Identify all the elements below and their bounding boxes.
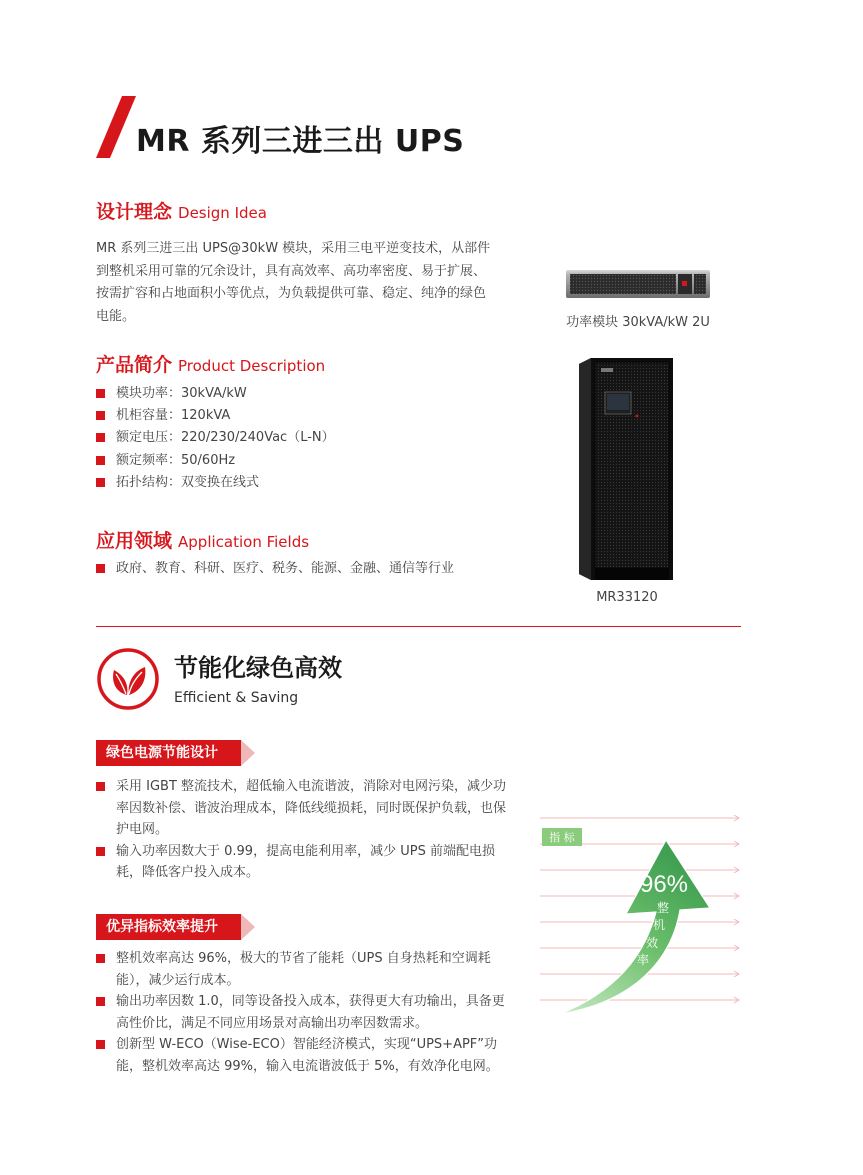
design-idea-paragraph: MR 系列三进三出 UPS@30kW 模块，采用三电平逆变技术，从部件到整机采用可靠的冗余设计，具有高效率、高功率密度、易于扩展、按需扩容和占地面积小等优点，为负载提供可靠、稳定、纯净的绿色电能。: [96, 241, 491, 324]
spec-item: 模块功率：30kVA/kW: [96, 383, 335, 405]
title-slash-decoration: [96, 96, 136, 158]
efficiency-title-en: Efficient & Saving: [174, 690, 299, 706]
indicator-caption-char: 整: [656, 901, 670, 915]
green-design-tag: [96, 740, 241, 766]
efficiency-title-cn: 节能化绿色高效: [174, 654, 342, 682]
list-item: 采用 IGBT 整流技术，超低输入电流谐波，消除对电网污染，减少功率因数补偿、谐波治理成本，降低线缆损耗，同时既保护负载，也保护电网。: [96, 776, 508, 841]
spec-item: 额定电压：220/230/240Vac（L-N）: [96, 427, 335, 449]
square-bullet-icon: [96, 997, 105, 1006]
square-bullet-icon: [96, 847, 105, 856]
indicator-value: 96%: [639, 871, 689, 898]
efficiency-indicator-graphic: [532, 808, 744, 1018]
square-bullet-icon: [96, 433, 105, 442]
square-bullet-icon: [96, 1040, 105, 1049]
list-item: 整机效率高达 96%，极大的节省了能耗（UPS 自身热耗和空调耗能），减少运行成本。: [96, 948, 508, 991]
cabinet-caption: MR33120: [596, 590, 658, 605]
indicator-caption-char: 机: [652, 918, 666, 932]
list-item: 输入功率因数大于 0.99，提高电能利用率，减少 UPS 前端配电损耗，降低客户投入成本。: [96, 841, 508, 884]
square-bullet-icon: [96, 564, 105, 573]
square-bullet-icon: [96, 782, 105, 791]
design-idea-title-en: Design Idea: [178, 204, 267, 222]
tag-arrow-decoration: [241, 740, 255, 766]
application-fields-title-cn: 应用领域: [96, 530, 173, 552]
design-idea-title-cn: 设计理念: [96, 201, 173, 223]
product-description-title-cn: 产品简介: [96, 354, 173, 376]
application-list: [96, 558, 454, 580]
leaf-icon: [96, 647, 160, 711]
performance-tag-label: 优异指标效率提升: [106, 919, 218, 935]
section-divider: [96, 626, 741, 627]
application-fields-heading: [96, 528, 309, 555]
green-design-list: [96, 776, 508, 884]
indicator-caption-char: 率: [636, 953, 650, 967]
performance-tag: [96, 914, 241, 940]
spec-item: 拓扑结构：双变换在线式: [96, 472, 335, 494]
list-item: 输出功率因数 1.0，同等设备投入成本，获得更大有功输出，具备更高性价比，满足不同应用场景对高输出功率因数需求。: [96, 991, 508, 1034]
tag-arrow-decoration: [241, 914, 255, 940]
application-item: 政府、教育、科研、医疗、税务、能源、金融、通信等行业: [96, 558, 454, 580]
ups-cabinet-image: [579, 358, 673, 580]
spec-item: 机柜容量：120kVA: [96, 405, 335, 427]
page-title: MR 系列三进三出 UPS: [136, 124, 465, 159]
square-bullet-icon: [96, 954, 105, 963]
green-design-tag-label: 绿色电源节能设计: [106, 745, 218, 761]
up-arrow-icon: [560, 840, 710, 1014]
square-bullet-icon: [96, 456, 105, 465]
list-item: 创新型 W-ECO（Wise-ECO）智能经济模式，实现“UPS+APF”功能，整机效率高达 99%，输入电流谐波低于 5%，有效净化电网。: [96, 1034, 508, 1077]
design-idea-heading: [96, 199, 267, 226]
power-module-image: [566, 268, 710, 300]
indicator-label: 指 标: [549, 831, 575, 844]
square-bullet-icon: [96, 478, 105, 487]
performance-list: [96, 948, 508, 1077]
power-module-caption: 功率模块 30kVA/kW 2U: [566, 315, 710, 330]
square-bullet-icon: [96, 389, 105, 398]
spec-list: [96, 383, 335, 494]
spec-item: 额定频率：50/60Hz: [96, 450, 335, 472]
product-description-heading: [96, 352, 325, 379]
square-bullet-icon: [96, 411, 105, 420]
indicator-caption-char: 效: [645, 936, 659, 950]
product-description-title-en: Product Description: [178, 357, 326, 375]
application-fields-title-en: Application Fields: [178, 533, 310, 551]
